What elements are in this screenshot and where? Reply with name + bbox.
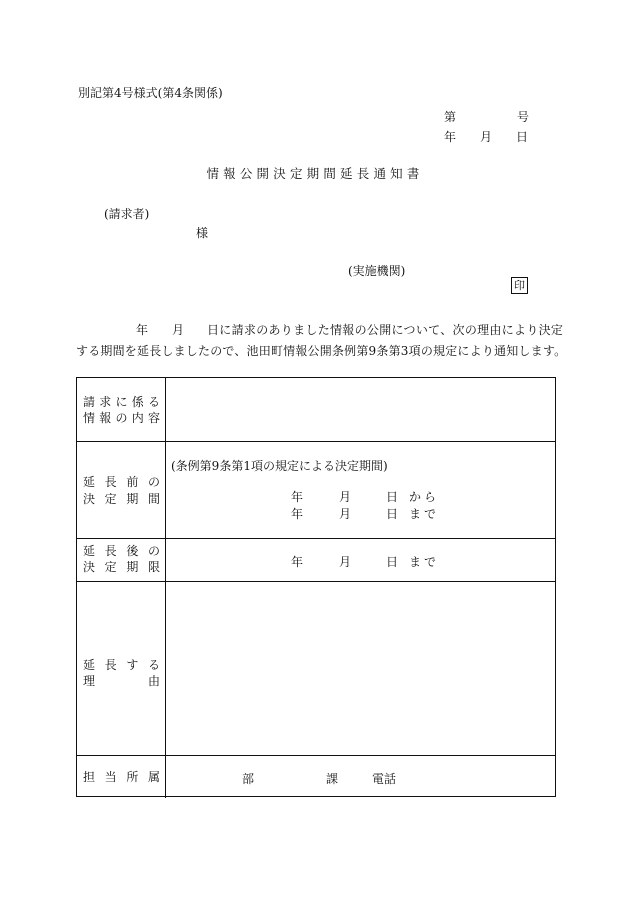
label-line xyxy=(83,475,160,489)
table-row-request-content xyxy=(77,378,555,442)
label-char: 報 xyxy=(99,411,112,425)
after-month: 月 xyxy=(339,555,352,569)
document-date xyxy=(444,128,528,145)
label-char: 後 xyxy=(126,544,139,558)
to-day: 日 xyxy=(386,507,399,521)
document-number-suffix: 号 xyxy=(516,110,529,124)
table-row-period-before xyxy=(77,442,555,539)
body-month: 月 xyxy=(172,323,185,337)
document-title: 情報公開決定期間延長通知書 xyxy=(206,166,424,181)
label-char: 容 xyxy=(147,411,160,425)
label-char: 定 xyxy=(104,492,117,506)
from-suffix: から xyxy=(409,490,440,504)
row-label-cell xyxy=(77,442,166,538)
document-number-prefix: 第 xyxy=(444,110,457,124)
label-line xyxy=(83,395,160,409)
label-line xyxy=(83,411,160,425)
label-char: る xyxy=(147,395,160,409)
label-char: 決 xyxy=(83,492,96,506)
label-line xyxy=(83,560,160,574)
label-char: の xyxy=(115,411,128,425)
period-note: (条例第9条第1項の規定による決定期間) xyxy=(171,459,388,473)
agency-label: (実施機関) xyxy=(348,264,406,278)
contact-field[interactable] xyxy=(166,756,555,798)
after-day: 日 xyxy=(386,555,399,569)
label-char: 所 xyxy=(126,770,139,784)
label-char: の xyxy=(147,475,160,489)
body-year: 年 xyxy=(136,323,149,337)
body-paragraph-line-2: する期間を延長しましたので、池田町情報公開条例第9条第3項の規定により通知します。 xyxy=(76,344,567,358)
label-char: 定 xyxy=(104,560,117,574)
department-label: 部 xyxy=(242,772,255,786)
phone-label: 電話 xyxy=(372,772,397,786)
label-char: 間 xyxy=(147,492,160,506)
label-char: 前 xyxy=(126,475,139,489)
section-label: 課 xyxy=(326,772,339,786)
request-content-field[interactable] xyxy=(166,378,555,441)
label-char: 延 xyxy=(83,658,96,672)
label-char: 長 xyxy=(104,658,117,672)
period-before-field[interactable] xyxy=(166,442,555,538)
table-row-reason xyxy=(77,582,555,756)
label-char: 延 xyxy=(83,475,96,489)
label-char: に xyxy=(115,395,128,409)
row-label-cell xyxy=(77,378,166,441)
row-label-cell xyxy=(77,582,166,755)
label-char: 由 xyxy=(147,674,160,688)
table-row-deadline-after xyxy=(77,539,555,582)
label-char: 当 xyxy=(104,770,117,784)
after-suffix: まで xyxy=(409,555,440,569)
label-char: 決 xyxy=(83,560,96,574)
row-label-cell xyxy=(77,756,166,798)
to-month: 月 xyxy=(339,507,352,521)
label-line xyxy=(83,770,160,784)
document-number xyxy=(444,108,529,125)
label-char: 長 xyxy=(104,544,117,558)
body-line-1-text: 日に請求のありました情報の公開について、次の理由により決定 xyxy=(207,323,564,337)
to-suffix: まで xyxy=(409,507,440,521)
label-line xyxy=(83,658,160,672)
requester-label: (請求者) xyxy=(104,207,150,221)
details-table xyxy=(76,377,556,797)
label-char: 請 xyxy=(83,395,96,409)
table-row-contact xyxy=(77,756,555,798)
label-char: 係 xyxy=(131,395,144,409)
label-char: 期 xyxy=(126,492,139,506)
reason-field[interactable] xyxy=(166,582,555,755)
document-date-day: 日 xyxy=(515,130,528,144)
from-year: 年 xyxy=(291,490,304,504)
document-date-month: 月 xyxy=(479,130,492,144)
label-line xyxy=(83,544,160,558)
from-day: 日 xyxy=(386,490,399,504)
seal-mark: 印 xyxy=(511,277,528,294)
form-reference: 別記第4号様式(第4条関係) xyxy=(78,86,223,100)
label-char: 理 xyxy=(83,674,96,688)
label-char: 担 xyxy=(83,770,96,784)
label-char: の xyxy=(147,544,160,558)
after-year: 年 xyxy=(291,555,304,569)
label-char: 延 xyxy=(83,544,96,558)
label-char: 長 xyxy=(104,475,117,489)
label-char: 限 xyxy=(147,560,160,574)
to-year: 年 xyxy=(291,507,304,521)
row-label-cell xyxy=(77,539,166,581)
deadline-after-field[interactable] xyxy=(166,539,555,581)
from-month: 月 xyxy=(339,490,352,504)
label-char: る xyxy=(147,658,160,672)
label-char: 期 xyxy=(126,560,139,574)
label-char: 情 xyxy=(83,411,96,425)
requester-honorific: 様 xyxy=(196,226,209,240)
label-char: す xyxy=(126,658,139,672)
label-char: 求 xyxy=(99,395,112,409)
label-line xyxy=(83,674,160,688)
label-char: 属 xyxy=(147,770,160,784)
document-date-year: 年 xyxy=(444,130,457,144)
label-line xyxy=(83,492,160,506)
label-char: 内 xyxy=(131,411,144,425)
